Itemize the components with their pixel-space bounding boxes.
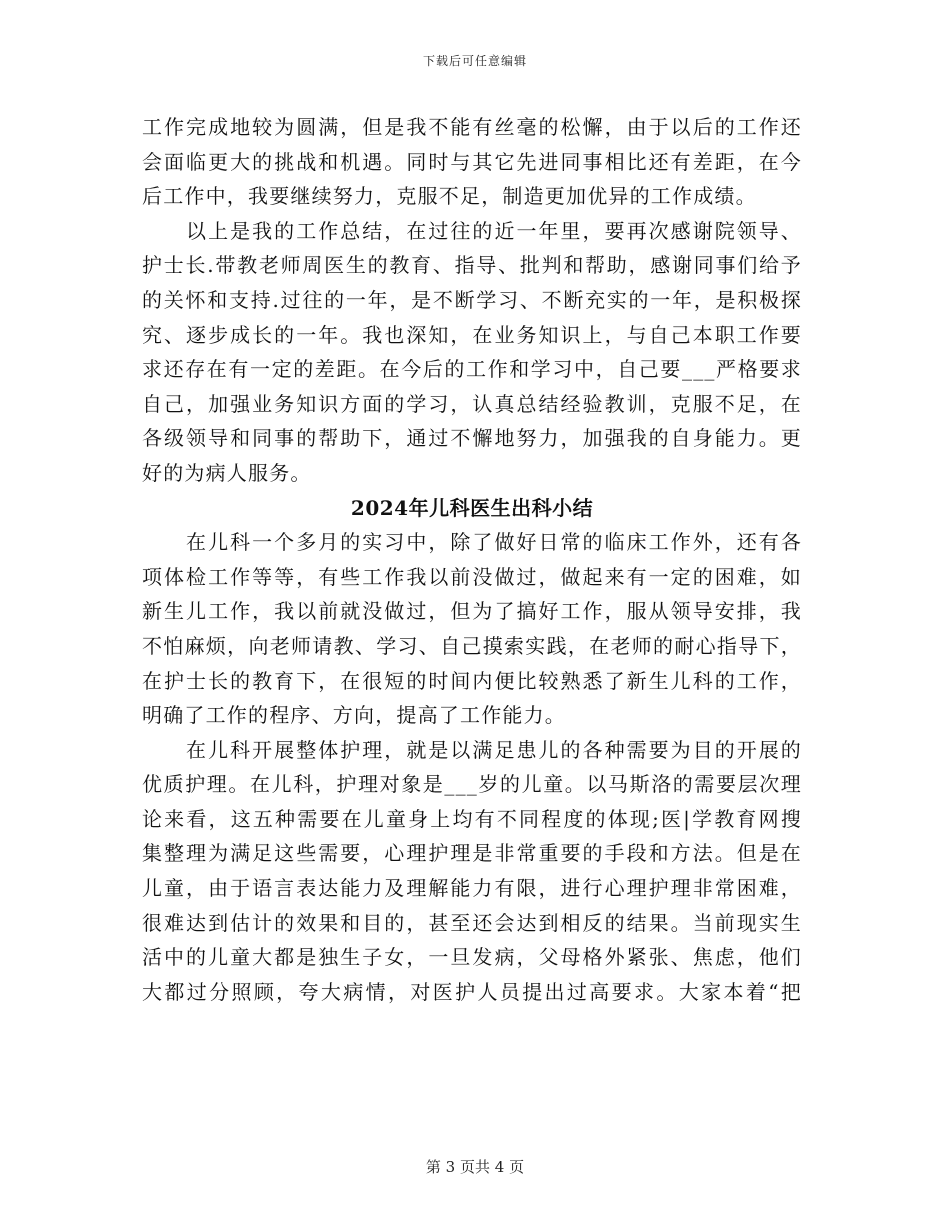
paragraph (142, 733, 802, 1010)
text-line: 新生儿工作，我以前就没做过，但为了搞好工作，服从领导安排，我 (142, 599, 802, 624)
text-line: 很难达到估计的效果和目的，甚至还会达到相反的结果。当前现实生 (142, 910, 802, 935)
text-line: 工作完成地较为圆满，但是我不能有丝毫的松懈，由于以后的工作还 (142, 115, 802, 139)
text-line: 护士长.带教老师周医生的教育、指导、批判和帮助，感谢同事们给予 (142, 253, 802, 278)
text-line: 求还存在有一定的差距。在今后的工作和学习中，自己要___严格要求 (142, 357, 802, 382)
paragraph (142, 110, 802, 214)
paragraph (142, 525, 802, 733)
text-line: 各级领导和同事的帮助下，通过不懈地努力，加强我的自身能力。更 (142, 426, 802, 451)
text-line: 在护士长的教育下，在很短的时间内便比较熟悉了新生儿科的工作， (142, 668, 802, 693)
text-line: 后工作中，我要继续努力，克服不足，制造更加优异的工作成绩。 (142, 184, 757, 209)
text-line: 会面临更大的挑战和机遇。同时与其它先进同事相比还有差距，在今 (142, 149, 802, 174)
text-line: 儿童，由于语言表达能力及理解能力有限，进行心理护理非常困难， (142, 876, 802, 901)
text-line: 自己，加强业务知识方面的学习，认真总结经验教训，克服不足，在 (142, 391, 802, 416)
text-line: 以上是我的工作总结，在过往的近一年里，要再次感谢院领导、 (142, 218, 802, 243)
text-line: 在儿科一个多月的实习中，除了做好日常的临床工作外，还有各 (142, 530, 802, 555)
text-line: 究、逐步成长的一年。我也深知，在业务知识上，与自己本职工作要 (142, 322, 802, 347)
document-body (142, 110, 802, 1009)
text-line: 优质护理。在儿科，护理对象是___岁的儿童。以马斯洛的需要层次理 (142, 772, 802, 797)
section-heading: 2024年儿科医生出科小结 (350, 495, 594, 520)
text-line: 好的为病人服务。 (142, 460, 312, 485)
paragraph (142, 214, 802, 491)
text-line: 集整理为满足这些需要，心理护理是非常重要的手段和方法。但是在 (142, 841, 802, 866)
page-footer: 第 3 页共 4 页 (425, 1158, 525, 1176)
page-header: 下载后可任意编辑 (422, 54, 527, 68)
text-line: 的关怀和支持.过往的一年，是不断学习、不断充实的一年，是积极探 (142, 287, 802, 312)
text-line: 活中的儿童大都是独生子女，一旦发病，父母格外紧张、焦虑，他们 (142, 945, 802, 970)
text-line: 不怕麻烦，向老师请教、学习、自己摸索实践，在老师的耐心指导下， (142, 633, 802, 658)
text-line: 大都过分照顾，夸大病情，对医护人员提出过高要求。大家本着“把 (142, 979, 802, 1004)
text-line: 明确了工作的程序、方向，提高了工作能力。 (142, 703, 566, 728)
text-line: 项体检工作等等，有些工作我以前没做过，做起来有一定的困难，如 (142, 564, 802, 589)
text-line: 在儿科开展整体护理，就是以满足患儿的各种需要为目的开展的 (142, 737, 802, 762)
text-line: 论来看，这五种需要在儿童身上均有不同程度的体现;医|学教育网搜 (142, 806, 802, 831)
